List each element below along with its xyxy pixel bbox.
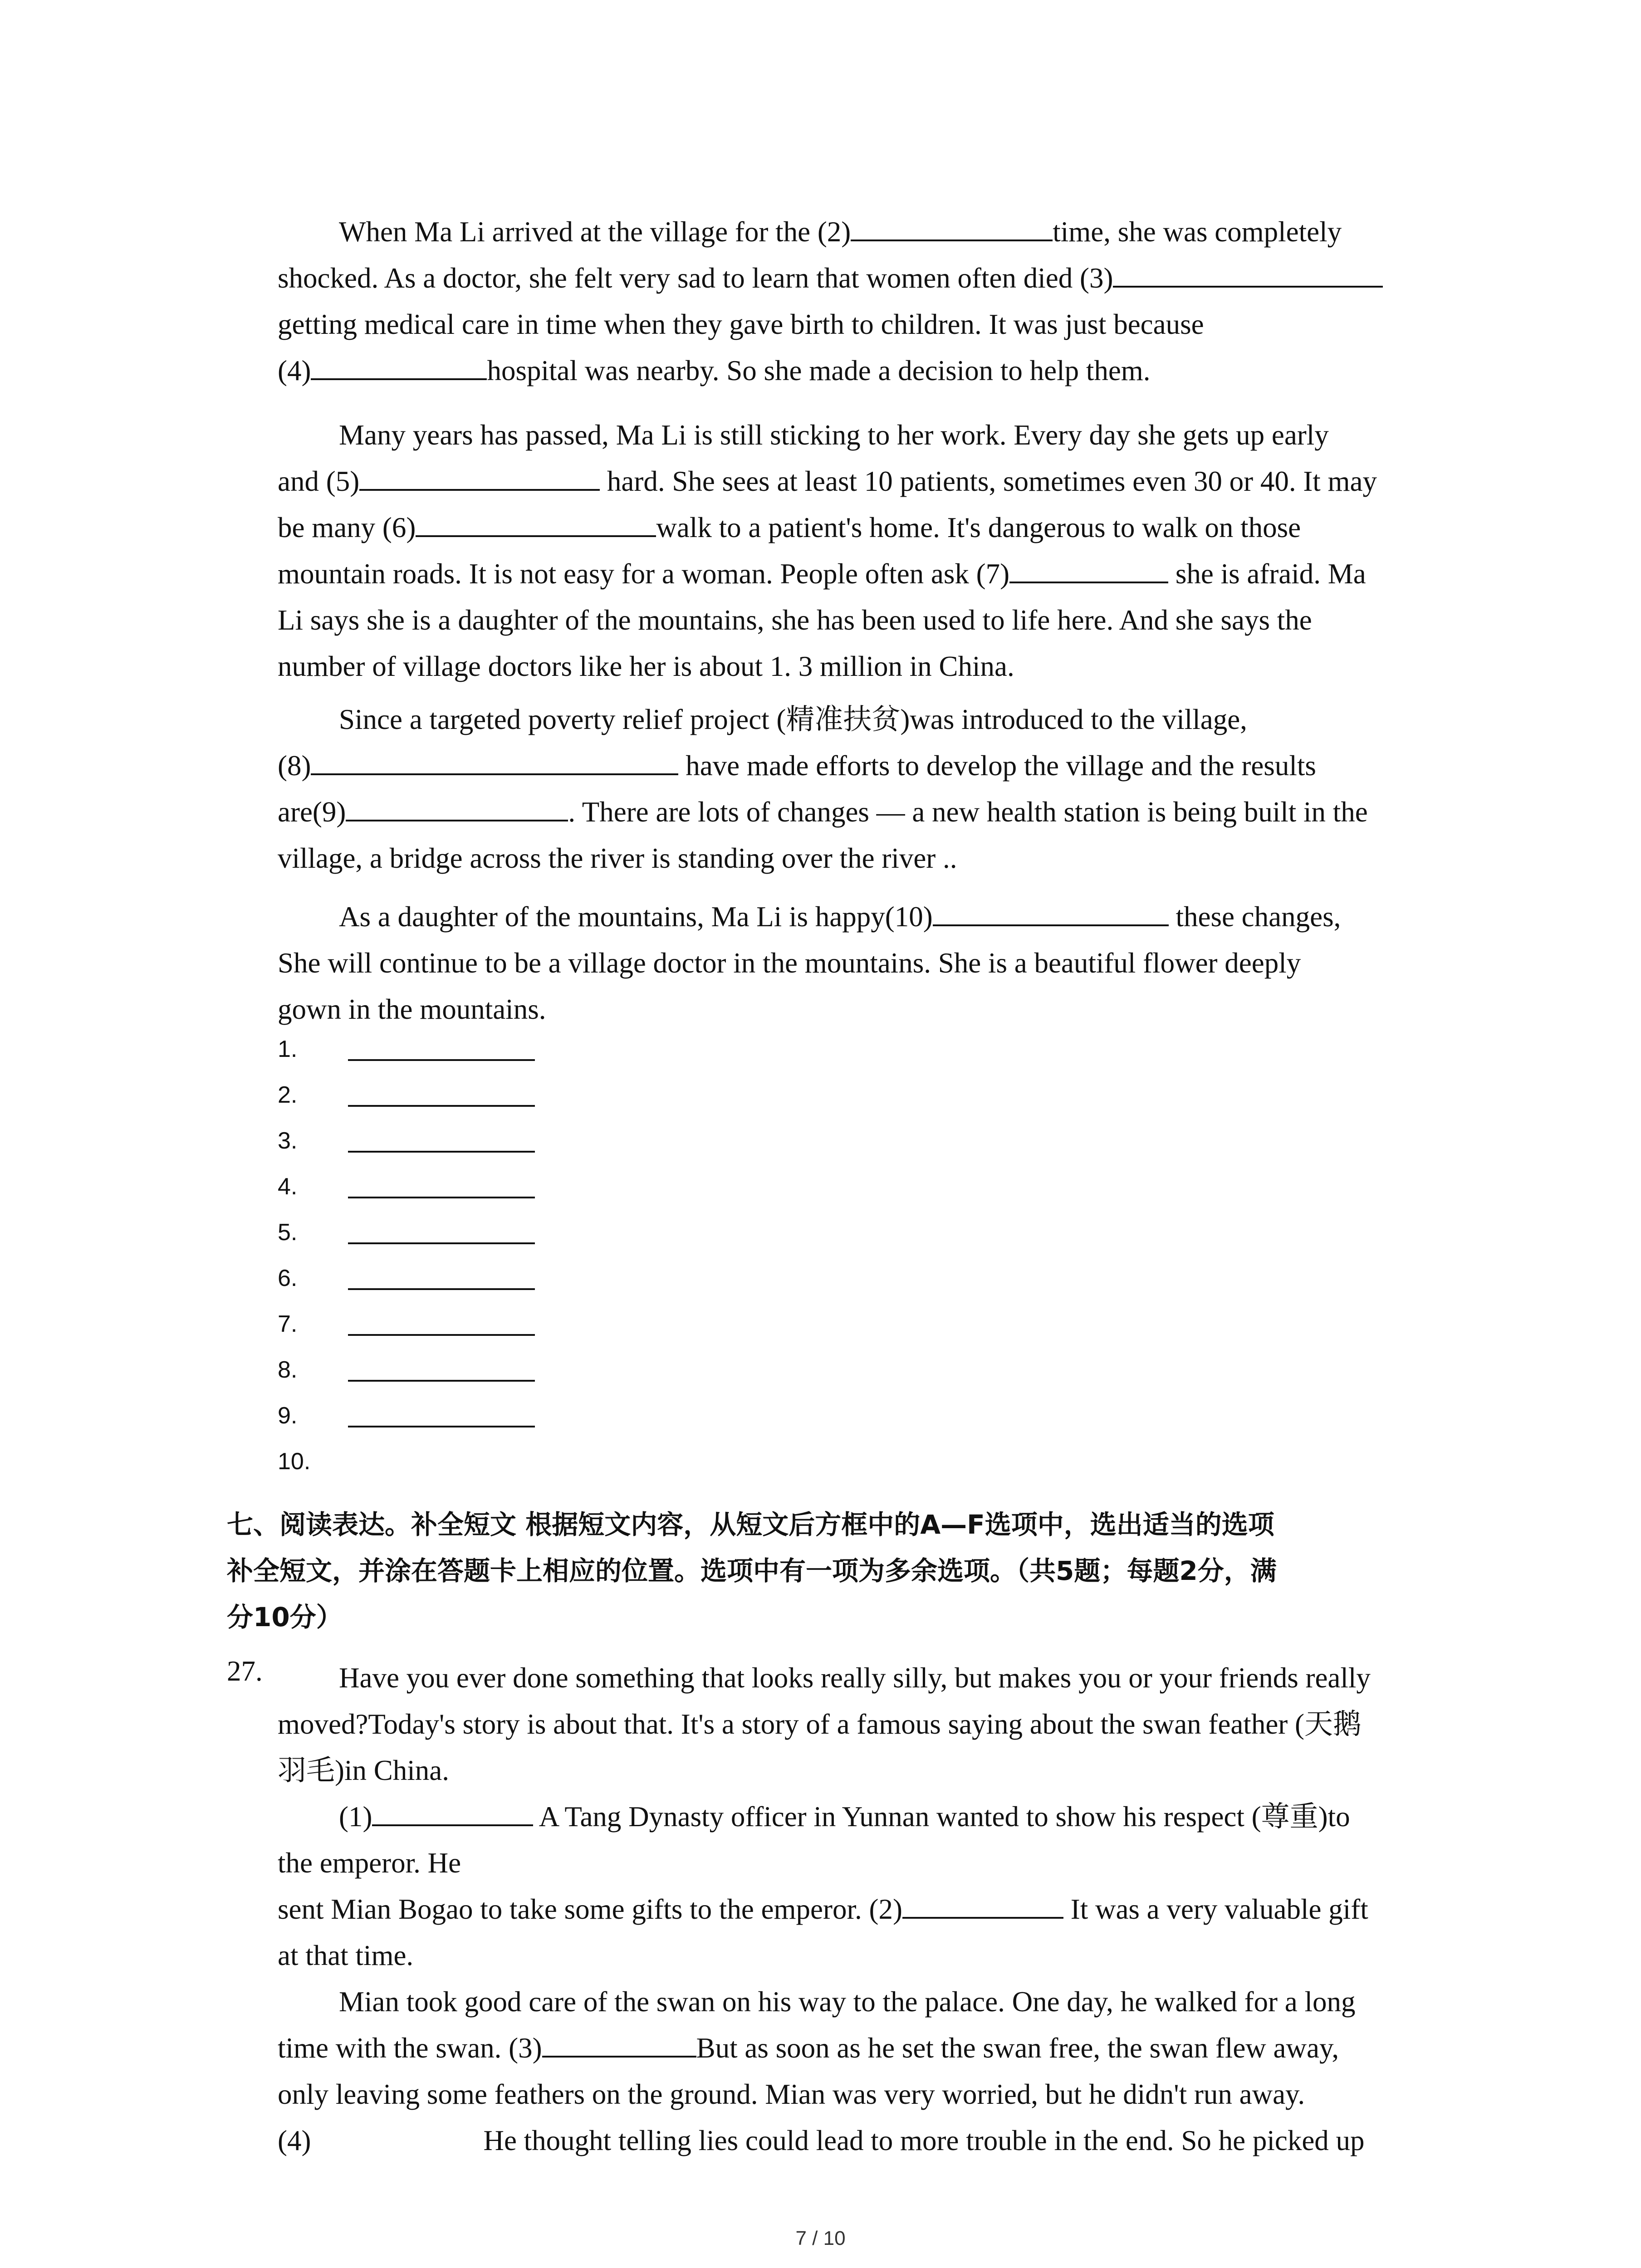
text-line: When Ma Li arrived at the village for the (2) [339, 216, 851, 248]
text-line: at that time. [278, 1940, 414, 1971]
text-line: Have you ever done something that looks really silly, but makes you or your friends really [339, 1662, 1371, 1694]
paragraph-conclusion [278, 894, 1453, 1032]
text-line: have made efforts to develop the village and the results [678, 750, 1316, 782]
paragraph-poverty-relief [278, 696, 1453, 881]
blank-q3[interactable] [542, 2028, 696, 2058]
text-line: hospital was nearby. So she made a decision to help them. [487, 355, 1151, 386]
text-line: she is afraid. Ma [1168, 558, 1366, 590]
answer-blank[interactable] [348, 1059, 535, 1061]
section-heading [227, 1501, 1452, 1640]
text-line: mountain roads. It is not easy for a woman. People often ask (7) [278, 558, 1010, 590]
question-number: 27. [227, 1655, 263, 1687]
paragraph-arrival [278, 209, 1453, 394]
blank-10[interactable] [933, 897, 1169, 926]
blank-5[interactable] [359, 462, 600, 491]
text-line: walk to a patient's home. It's dangerous to walk on those [656, 512, 1301, 543]
text-line: . There are lots of changes — a new health station is being built in the [568, 796, 1368, 828]
page-number: 7 / 10 [795, 2227, 846, 2249]
text-line: only leaving some feathers on the ground. Mian was very worried, but he didn't run away. [278, 2078, 1305, 2110]
blank-4[interactable] [311, 351, 487, 380]
text-line: Mian took good care of the swan on his way to the palace. One day, he walked for a long [339, 1986, 1356, 2018]
blank-3[interactable] [1113, 259, 1383, 288]
answer-number: 4. [278, 1173, 298, 1200]
text-line: It was a very valuable gift [1063, 1893, 1368, 1925]
answer-number: 7. [278, 1311, 298, 1337]
text-line: the emperor. He [278, 1847, 461, 1879]
answer-number: 9. [278, 1403, 298, 1429]
text-line: time, she was completely [1053, 216, 1342, 248]
blank-q2[interactable] [902, 1890, 1063, 1919]
blank-7[interactable] [1009, 554, 1168, 583]
answer-blank[interactable] [348, 1380, 535, 1382]
paragraph-work [278, 412, 1453, 689]
question-27-passage [278, 1655, 1453, 2164]
answer-number: 1. [278, 1036, 298, 1062]
answer-blank[interactable] [348, 1151, 535, 1153]
answer-number: 2. [278, 1082, 298, 1108]
text-line: Li says she is a daughter of the mountains, she has been used to life here. And she says the [278, 604, 1312, 636]
text-line: He thought telling lies could lead to more trouble in the end. So he picked up [483, 2125, 1365, 2156]
text-line: hard. She sees at least 10 patients, sometimes even 30 or 40. It may [600, 465, 1377, 497]
answer-blank[interactable] [348, 1334, 535, 1336]
text-line: (4) [278, 2125, 311, 2156]
text-line: getting medical care in time when they gave birth to children. It was just because [278, 308, 1204, 340]
answer-blank[interactable] [348, 1197, 535, 1198]
text-line: She will continue to be a village doctor in the mountains. She is a beautiful flower deeply [278, 947, 1301, 979]
blank-8[interactable] [311, 746, 678, 775]
text-line: Many years has passed, Ma Li is still sticking to her work. Every day she gets up early [339, 419, 1329, 451]
text-line: moved?Today's story is about that. It's a story of a famous saying about the swan feather (天鹅 [278, 1708, 1362, 1740]
blank-q1[interactable] [372, 1797, 533, 1826]
text-line: (4) [278, 355, 311, 386]
text-line: village, a bridge across the river is standing over the river .. [278, 842, 957, 874]
text-line: are(9) [278, 796, 346, 828]
answer-number: 3. [278, 1128, 298, 1154]
answer-number: 5. [278, 1219, 298, 1246]
text-line: gown in the mountains. [278, 993, 546, 1025]
text-line: and (5) [278, 465, 360, 497]
answer-blank[interactable] [348, 1426, 535, 1427]
text-line: Since a targeted poverty relief project (精准扶贫)was introduced to the village, [339, 704, 1247, 735]
heading-line: 分10分） [227, 1602, 343, 1633]
text-line: sent Mian Bogao to take some gifts to the emperor. (2) [278, 1893, 902, 1925]
answer-blank[interactable] [348, 1242, 535, 1244]
text-line: be many (6) [278, 512, 416, 543]
text-line: number of village doctors like her is about 1. 3 million in China. [278, 650, 1014, 682]
text-line: 羽毛)in China. [278, 1755, 449, 1786]
text-line: time with the swan. (3) [278, 2032, 542, 2064]
answer-blank[interactable] [348, 1105, 535, 1107]
blank-9[interactable] [346, 792, 568, 821]
text-line: As a daughter of the mountains, Ma Li is happy(10) [339, 901, 933, 933]
answer-number: 8. [278, 1357, 298, 1383]
text-line: shocked. As a doctor, she felt very sad to learn that women often died (3) [278, 262, 1113, 294]
blank-6[interactable] [416, 508, 656, 537]
blank-2[interactable] [851, 212, 1053, 241]
text-line: (1) [339, 1801, 372, 1833]
text-line: these changes, [1168, 901, 1341, 933]
answer-number: 6. [278, 1265, 298, 1291]
text-line: (8) [278, 750, 311, 782]
text-line: But as soon as he set the swan free, the swan flew away, [696, 2032, 1339, 2064]
heading-line: 七、阅读表达。补全短文 根据短文内容，从短文后方框中的A—F选项中，选出适当的选项 [227, 1509, 1274, 1540]
heading-line: 补全短文，并涂在答题卡上相应的位置。选项中有一项为多余选项。（共5题；每题2分，满 [227, 1555, 1277, 1586]
answer-blank[interactable] [348, 1288, 535, 1290]
answer-number: 10. [278, 1448, 311, 1475]
text-line: A Tang Dynasty officer in Yunnan wanted to show his respect (尊重)to [533, 1801, 1350, 1833]
